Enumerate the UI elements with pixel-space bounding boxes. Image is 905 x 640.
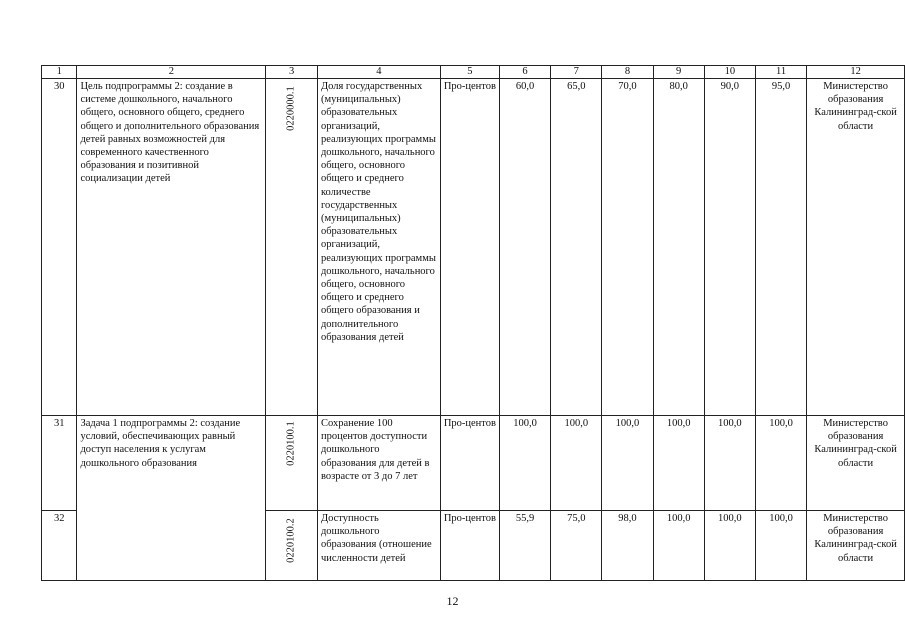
value-cell: 80,0 [653,79,704,416]
header-cell: 12 [807,66,905,79]
header-cell: 9 [653,66,704,79]
value-cell: 100,0 [602,416,653,511]
goal-text: Цель подпрограммы 2: создание в системе дошкольного, начального общего, основного общего, среднего общего и дополнительного образования детей равных возможностей для современного качественного образования и позитивной социализации детей [77,79,266,416]
unit: Про-центов [440,79,499,416]
responsible-org: Министерство образования Калининград-ской области [807,511,905,581]
indicator-text: Доля государственных (муниципальных) образовательных организаций, реализующих программы дошкольного, начального общего, основного общего и среднего количестве государственных (муниципальных) образовательных организаций, реализующих программы дошкольного, начального общего, основного общего и среднего общего образования и дополнительного образования детей [317,79,440,416]
indicator-code-text: 0220000.1 [286,86,298,131]
value-cell: 70,0 [602,79,653,416]
value-cell: 95,0 [755,79,806,416]
indicator-code-text: 0220100.1 [286,421,298,466]
task-text: Задача 1 подпрограммы 2: создание условий, обеспечивающих равный доступ населения к услугам дошкольного образования [77,416,266,581]
header-cell: 8 [602,66,653,79]
header-cell: 11 [755,66,806,79]
indicator-code-text: 0220100.2 [286,518,298,563]
responsible-org: Министерство образования Калининград-ской области [807,79,905,416]
page-number: 12 [446,594,459,608]
value-cell: 90,0 [704,79,755,416]
indicator-text: Доступность дошкольного образования (отношение численности детей [317,511,440,581]
header-cell: 6 [499,66,550,79]
value-cell: 100,0 [653,416,704,511]
indicators-table [41,65,905,581]
header-cell: 2 [77,66,266,79]
value-cell: 100,0 [499,416,550,511]
value-cell: 100,0 [755,416,806,511]
value-cell: 75,0 [551,511,602,581]
header-cell: 10 [704,66,755,79]
row-number: 30 [42,79,77,416]
value-cell: 65,0 [551,79,602,416]
header-cell: 5 [440,66,499,79]
table-row [42,416,905,511]
value-cell: 100,0 [551,416,602,511]
table-row [42,79,905,416]
row-number: 32 [42,511,77,581]
indicator-code [266,511,318,581]
indicator-code [266,79,318,416]
row-number: 31 [42,416,77,511]
header-cell: 4 [317,66,440,79]
value-cell: 100,0 [755,511,806,581]
header-row [42,66,905,79]
indicator-text: Сохранение 100 процентов доступности дошкольного образования для детей в возрасте от 3 до 7 лет [317,416,440,511]
unit: Про-центов [440,511,499,581]
unit: Про-центов [440,416,499,511]
value-cell: 100,0 [704,511,755,581]
indicator-code [266,416,318,511]
value-cell: 100,0 [704,416,755,511]
responsible-org: Министерство образования Калининград-ской области [807,416,905,511]
value-cell: 100,0 [653,511,704,581]
header-cell: 1 [42,66,77,79]
value-cell: 55,9 [499,511,550,581]
value-cell: 98,0 [602,511,653,581]
header-cell: 7 [551,66,602,79]
header-cell: 3 [266,66,318,79]
value-cell: 60,0 [499,79,550,416]
